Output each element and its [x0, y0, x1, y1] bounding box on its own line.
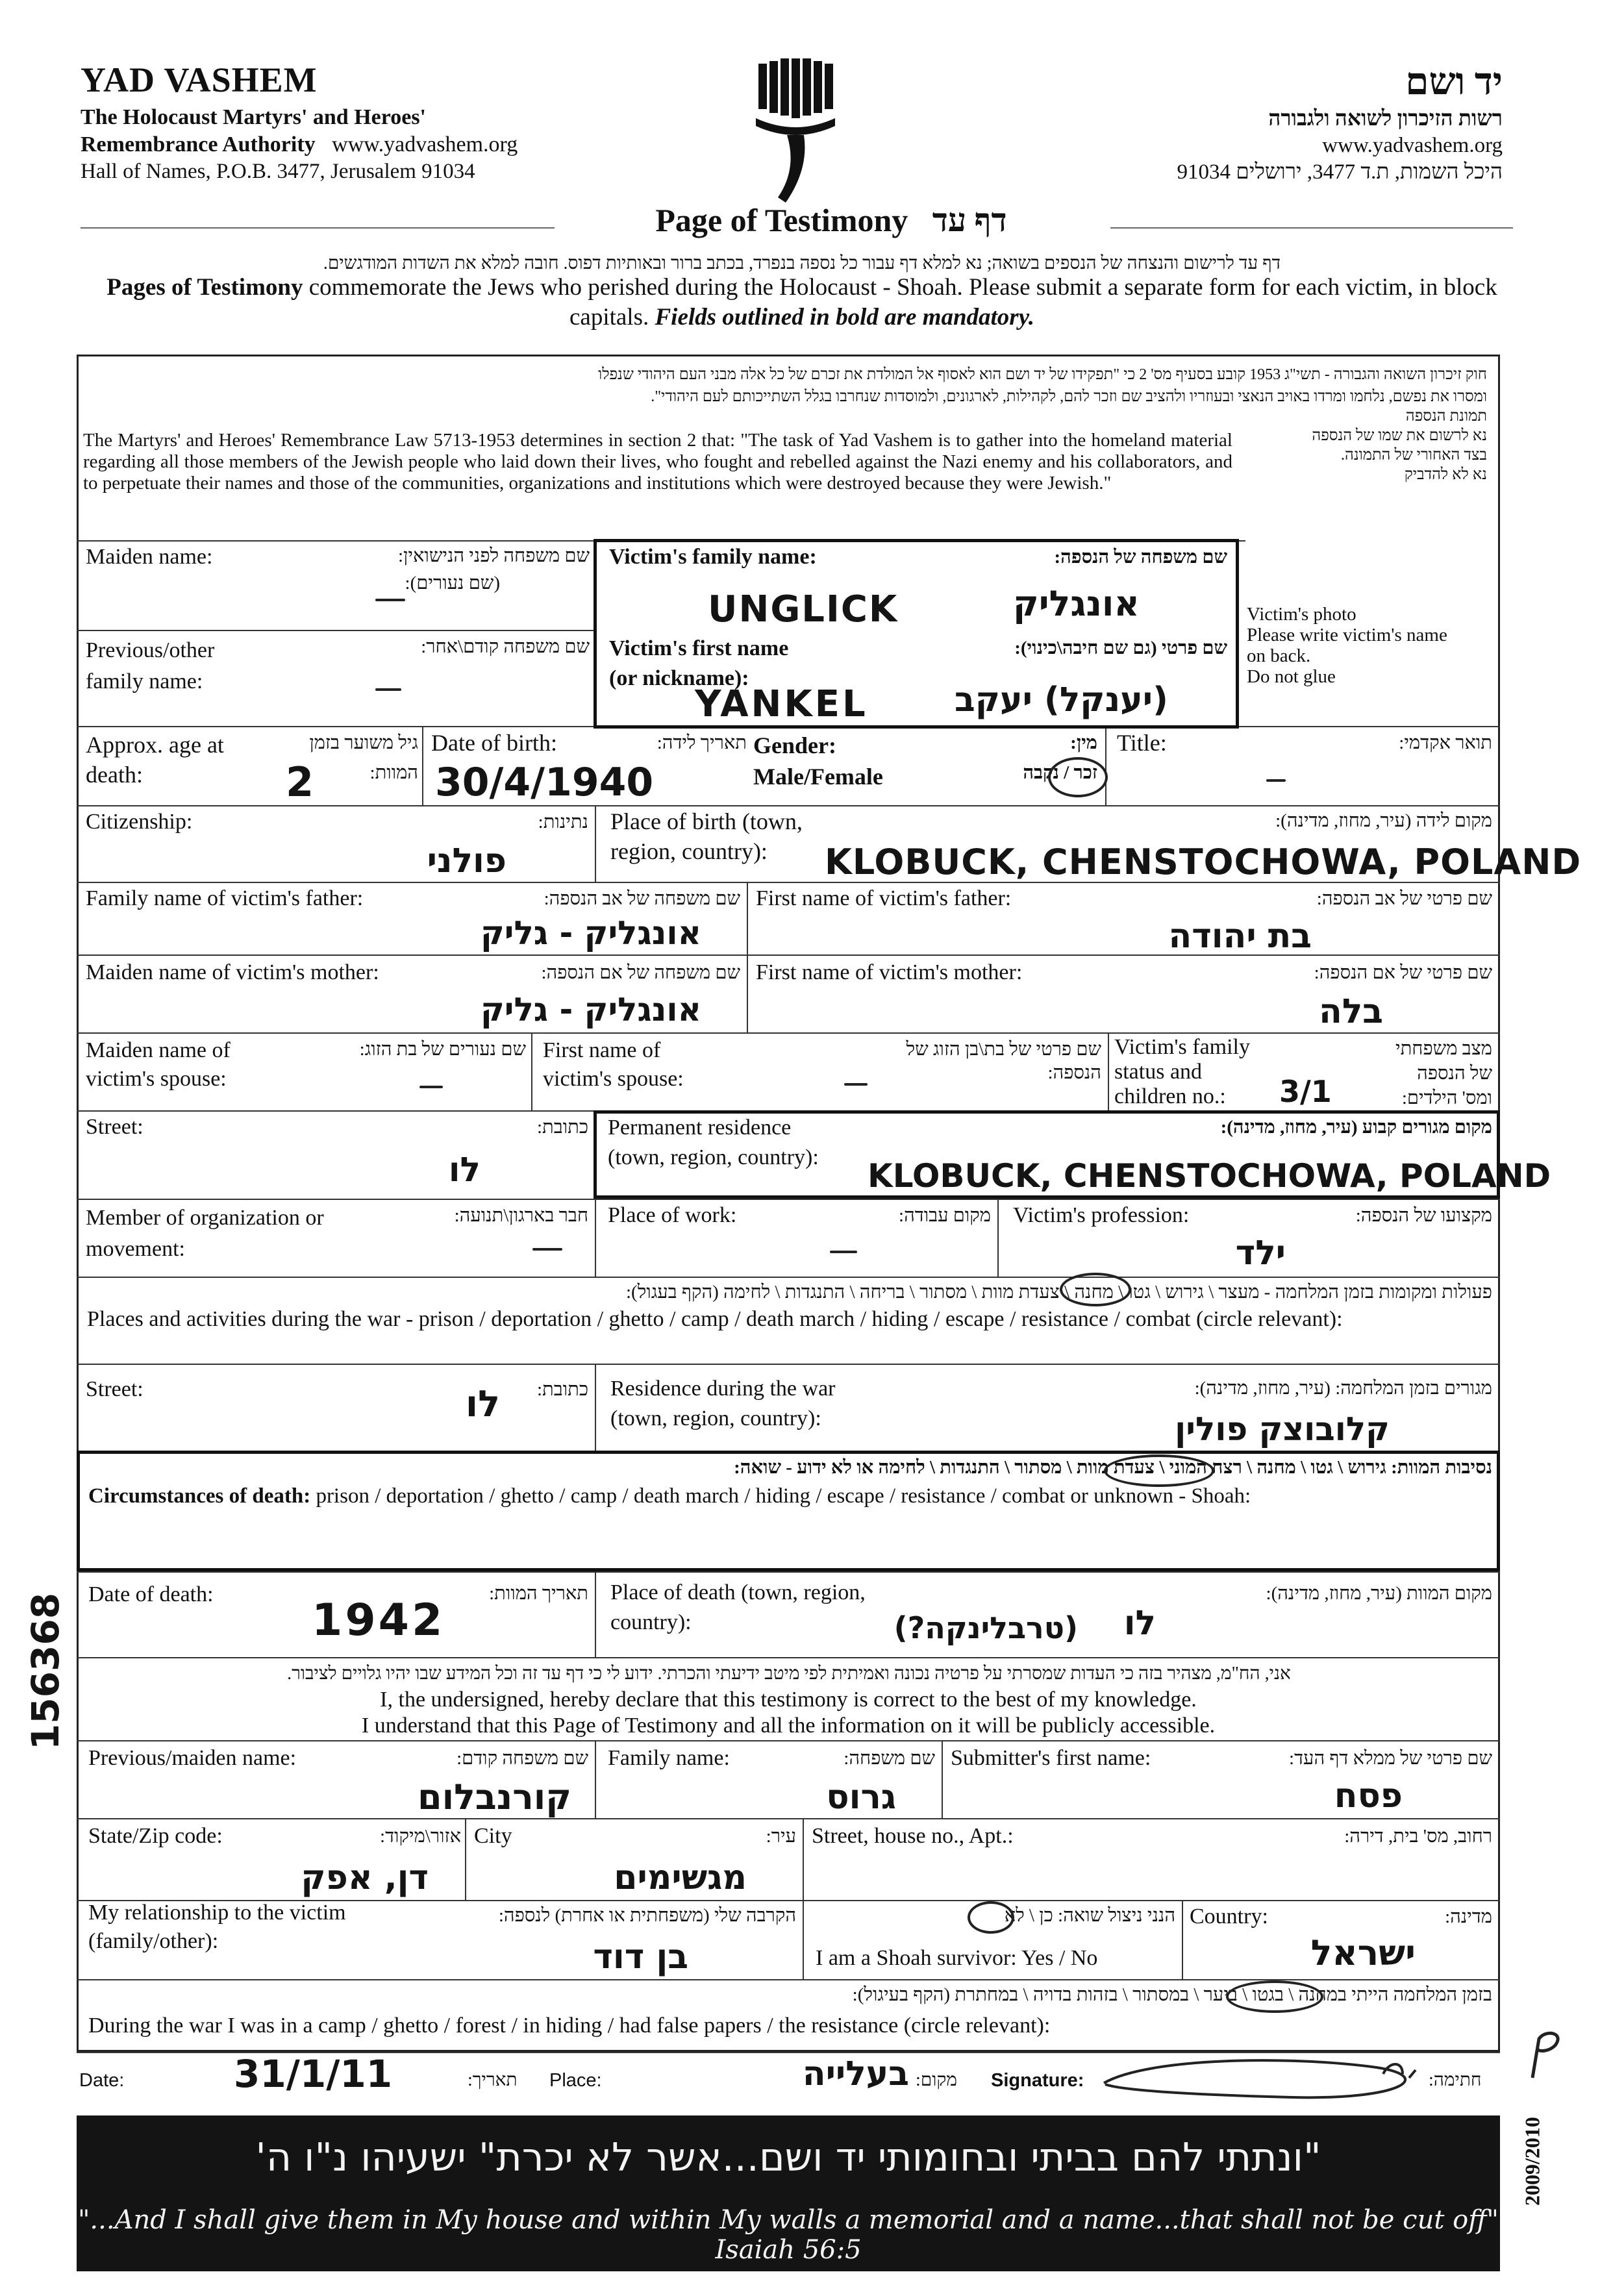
- submitter-family-name-label-he: שם משפחה:: [844, 1748, 935, 1769]
- date-of-death-label-he: תאריך המוות:: [489, 1583, 588, 1604]
- place-of-birth-label-2: region, country):: [610, 838, 768, 864]
- grid-line: [1108, 1032, 1109, 1110]
- war-street-label-he: כתובת:: [537, 1379, 588, 1400]
- member-organization-label-2: movement:: [86, 1237, 185, 1261]
- submitter-previous-name-label-he: שם משפחה קודם:: [456, 1748, 588, 1769]
- side-reference-number-text: 156368: [23, 1592, 68, 1751]
- victim-first-name-value-he[interactable]: (יענקל) יעקב: [955, 680, 1168, 719]
- circumstances-label-rest: prison / deportation / ghetto / camp / death march / hiding / escape / resistance / combat or unknown - Shoah:: [310, 1484, 1251, 1508]
- street-label-he: כתובת:: [537, 1117, 588, 1138]
- permanent-residence-label-he: מקום מגורים קבוע (עיר, מחוז, מדינה):: [1220, 1117, 1492, 1138]
- family-status-label-he-3: ומס' הילדים:: [1401, 1088, 1492, 1108]
- grid-line: [1182, 1900, 1183, 1979]
- gender-label-1: Gender:: [753, 732, 836, 758]
- circumstances-label: [88, 1483, 1491, 1509]
- submitter-first-name-label-he: שם פרטי של ממלא דף העד:: [1289, 1748, 1492, 1769]
- activity-deportation-circle[interactable]: [1060, 1273, 1131, 1306]
- title-label: Title:: [1117, 730, 1167, 756]
- mother-maiden-name-label-he: שם משפחה של אם הנספה:: [541, 962, 740, 983]
- street-label: Street:: [86, 1115, 144, 1139]
- relationship-label-2: (family/other):: [88, 1929, 219, 1953]
- citizenship-label: Citizenship:: [86, 810, 193, 834]
- age-at-death-label: [86, 730, 224, 790]
- zip-code-label-he: אזור\מיקוד:: [380, 1826, 461, 1847]
- place-label-he: מקום:: [916, 2070, 957, 2090]
- place-of-death-value-1[interactable]: לו: [1123, 1604, 1156, 1643]
- submitter-previous-name-value[interactable]: קורנבלום: [417, 1777, 571, 1817]
- father-family-name-label: Family name of victim's father:: [86, 886, 364, 910]
- banner-quote-he: "ונתתי להם בביתי ובחומותי יד ושם...אשר לא יכרת" ישעיהו נ"ו ה': [255, 2135, 1321, 2180]
- country-label-he: מדינה:: [1445, 1906, 1492, 1927]
- grid-line: [465, 1818, 466, 1900]
- yad-vashem-logo: [747, 58, 844, 208]
- photo-en-2: Please write victim's name: [1247, 625, 1447, 645]
- place-of-death-label: [610, 1578, 866, 1638]
- grid-line: [422, 726, 423, 805]
- grid-line: [747, 882, 748, 1032]
- war-residence-label: [610, 1374, 836, 1434]
- org-name-he: יד ושם: [1405, 60, 1503, 103]
- address-label-he: רחוב, מס' בית, דירה:: [1344, 1826, 1492, 1847]
- member-organization-label-he: חבר בארגון\תנועה:: [454, 1205, 588, 1226]
- age-at-death-label-he-1: גיל משוער בזמן: [309, 732, 418, 753]
- grid-line: [531, 1032, 532, 1110]
- place-of-work-label: Place of work:: [608, 1203, 737, 1227]
- grid-line: [77, 1571, 1500, 1573]
- header-left: [81, 60, 665, 184]
- relationship-value[interactable]: בן דוד: [593, 1938, 688, 1977]
- age-at-death-value[interactable]: 2: [286, 758, 314, 806]
- photo-en-3: on back.: [1247, 645, 1311, 666]
- previous-family-name-empty-dash[interactable]: [375, 688, 401, 691]
- spouse-first-name-label-he: [818, 1038, 1101, 1084]
- spouse-maiden-name-empty-dash[interactable]: [419, 1086, 443, 1088]
- spouse-maiden-name-label: [86, 1036, 231, 1093]
- place-of-death-label-1: Place of death (town, region,: [610, 1580, 866, 1604]
- gender-label-he-2: זכר / נקבה: [1023, 762, 1097, 783]
- submitter-first-name-label: Submitter's first name:: [951, 1746, 1151, 1770]
- citizenship-label-he: נתינות:: [538, 812, 588, 832]
- maiden-name-label-he: שם משפחה לפני הנישואין:: [397, 545, 590, 566]
- zip-code-value[interactable]: דן, אפק: [301, 1858, 429, 1897]
- during-war-camp-circle[interactable]: [1226, 1980, 1323, 2013]
- date-label: Date:: [79, 2070, 125, 2091]
- spouse-maiden-name-label-2: victim's spouse:: [86, 1067, 227, 1091]
- title-rule-right: [1110, 227, 1513, 229]
- quote-banner: [77, 2115, 1500, 2271]
- war-residence-value[interactable]: קלובוצק פולין: [1175, 1410, 1390, 1448]
- maiden-name-empty-dash[interactable]: [375, 599, 405, 601]
- survivor-yes-circle[interactable]: [968, 1901, 1014, 1934]
- org-authority-line: [81, 132, 665, 157]
- permanent-residence-label-2: (town, region, country):: [608, 1145, 819, 1169]
- previous-family-name-label: [86, 635, 214, 697]
- place-of-work-label-he: מקום עבודה:: [899, 1205, 991, 1226]
- member-organization-empty-dash[interactable]: [532, 1248, 562, 1251]
- family-status-label-he-1: מצב משפחתי: [1395, 1038, 1492, 1059]
- city-label: City: [474, 1824, 512, 1848]
- spouse-first-name-label-2: victim's spouse:: [543, 1067, 684, 1091]
- relationship-label: [88, 1899, 346, 1956]
- spouse-first-name-label-he-2: הנספה:: [1047, 1062, 1101, 1083]
- grid-line: [77, 1979, 1500, 1980]
- page-title: [571, 201, 1091, 239]
- place-of-birth-label-1: Place of birth (town,: [610, 808, 803, 834]
- law-text-en: The Martyrs' and Heroes' Remembrance Law 5713-1953 determines in section 2 that: "The task of Yad Vashem is to gather into the homeland material regarding all those members of the Jewish people who laid down their lives, who fought and rebelled against the Nazi enemy and his collaborators, and to perpetuate their names and those of the communities, organizations and institutions which were destroyed because they were Jewish.": [83, 430, 1232, 493]
- member-organization-label: [86, 1203, 324, 1265]
- war-residence-label-2: (town, region, country):: [610, 1406, 821, 1430]
- place-of-birth-value[interactable]: KLOBUCK, CHENSTOCHOWA, POLAND: [825, 842, 1582, 882]
- intro-mandatory-note: Fields outlined in bold are mandatory.: [655, 304, 1035, 331]
- previous-family-name-label-2: family name:: [86, 669, 203, 693]
- side-reference-number: [13, 1584, 71, 1753]
- gender-label-he-1: מין:: [1070, 732, 1097, 753]
- during-war-label: During the war I was in a camp / ghetto / forest / in hiding / had false papers / the resistance (circle relevant):: [88, 2014, 1051, 2038]
- signature-label: Signature:: [991, 2070, 1084, 2091]
- intro-hebrew: דף עד לרישום והנצחה של הנספים בשואה; נא למלא דף עבור כל נספה בנפרד, בכתב ברור ובאותיות דפוס. חובה למלא את השדות המודגשים.: [323, 253, 1281, 273]
- photo-he-4: נא לא להדביק: [1404, 466, 1487, 483]
- grid-line: [595, 1740, 596, 1818]
- page-title-he: דף עד: [932, 202, 1007, 238]
- grid-line: [77, 1277, 1500, 1278]
- activities-label-he: פעולות ומקומות בזמן המלחמה - מעצר \ גירוש \ גטו \ מחנה \ צעדת מוות \ מסתור \ בריחה \ התנגדות \ לחימה (הקף בעגול):: [626, 1282, 1492, 1303]
- photo-en-1: Victim's photo: [1247, 604, 1356, 625]
- war-residence-label-he: מגורים בזמן המלחמה: (עיר, מחוז, מדינה):: [1194, 1378, 1492, 1399]
- address-en: Hall of Names, P.O.B. 3477, Jerusalem 91034: [81, 160, 475, 183]
- submitter-family-name-value[interactable]: גרוס: [826, 1778, 896, 1817]
- gender-label: [753, 730, 883, 792]
- spouse-maiden-name-label-1: Maiden name of: [86, 1038, 231, 1062]
- photo-en-4: Do not glue: [1247, 666, 1336, 687]
- org-name-en: YAD VASHEM: [81, 60, 318, 99]
- place-of-birth-label: [610, 806, 803, 866]
- mother-maiden-name-value[interactable]: אונגליק - גליק: [480, 991, 701, 1029]
- war-street-label: Street:: [86, 1377, 144, 1401]
- age-at-death-label-he-2: המוות:: [369, 762, 418, 783]
- submitter-family-name-label: Family name:: [608, 1746, 730, 1770]
- place-label: Place:: [549, 2070, 602, 2091]
- circumstance-mass-murder-circle[interactable]: [1104, 1454, 1214, 1487]
- photo-he-1: תמונת הנספה: [1405, 408, 1487, 425]
- grid-line: [595, 805, 596, 882]
- declaration-en: [77, 1687, 1500, 1739]
- war-street-value[interactable]: לו: [465, 1383, 500, 1425]
- family-status-value[interactable]: 3/1: [1279, 1074, 1332, 1109]
- date-label-he: תאריך:: [468, 2070, 518, 2090]
- during-war-label-he: בזמן המלחמה הייתי במחנה \ בגטו \ ביער \ במסתור \ בזהות בדויה \ במחתרת (הקף בעיגול):: [852, 1984, 1492, 2005]
- permanent-residence-value[interactable]: KLOBUCK, CHENSTOCHOWA, POLAND: [868, 1157, 1551, 1195]
- age-at-death-label-he: [260, 731, 418, 784]
- title-rule-left: [81, 227, 555, 229]
- grid-line: [595, 1364, 596, 1452]
- street-value[interactable]: לו: [448, 1151, 481, 1190]
- city-label-he: עיר:: [766, 1826, 796, 1847]
- family-status-label-1: Victim's family: [1114, 1035, 1250, 1059]
- spouse-maiden-name-label-he: שם נעורים של בת הזוג:: [359, 1039, 526, 1060]
- father-family-name-label-he: שם משפחה של אב הנספה:: [544, 888, 740, 909]
- place-of-death-label-he: מקום המוות (עיר, מחוז, מדינה):: [1266, 1583, 1492, 1604]
- country-value[interactable]: ישראל: [1310, 1932, 1416, 1973]
- grid-line: [77, 1199, 1500, 1200]
- activities-label: Places and activities during the war - prison / deportation / ghetto / camp / death march / hiding / escape / resistance / combat (circle relevant):: [87, 1307, 1343, 1331]
- father-first-name-label-he: שם פרטי של אב הנספה:: [1316, 888, 1492, 909]
- website-link-en[interactable]: www.yadvashem.org: [332, 132, 518, 156]
- grid-line: [1105, 726, 1106, 805]
- victim-family-name-value-he[interactable]: אונגליק: [1013, 583, 1140, 624]
- signature-label-he: חתימה:: [1429, 2070, 1482, 2090]
- intro-english: [84, 273, 1519, 332]
- submitter-previous-name-label: Previous/maiden name:: [88, 1746, 297, 1770]
- spouse-first-name-label-he-1: שם פרטי של בת\בן הזוג של: [906, 1039, 1101, 1060]
- side-year: [1513, 2078, 1552, 2247]
- age-at-death-label-2: death:: [86, 762, 143, 788]
- place-of-death-label-2: country):: [610, 1610, 692, 1634]
- grid-line: [942, 1740, 943, 1818]
- age-at-death-label-1: Approx. age at: [86, 732, 224, 758]
- victim-first-name-value[interactable]: YANKEL: [695, 683, 868, 725]
- grid-line: [77, 1032, 1500, 1034]
- place-of-birth-label-he: מקום לידה (עיר, מחוז, מדינה):: [1275, 810, 1492, 831]
- mother-first-name-label-he: שם פרטי של אם הנספה:: [1314, 962, 1492, 983]
- maiden-name-label-he2: (שם נעורים):: [405, 573, 500, 593]
- intro-bold: Pages of Testimony: [106, 274, 303, 301]
- place-of-death-value-2[interactable]: (טרבלינקה?): [894, 1610, 1078, 1645]
- org-subtitle-he: רשות הזיכרון לשואה ולגבורה: [1268, 107, 1503, 131]
- circumstances-label-bold: Circumstances of death:: [88, 1484, 311, 1508]
- website-link-he[interactable]: www.yadvashem.org: [1322, 134, 1503, 157]
- citizenship-value[interactable]: פולני: [427, 842, 506, 880]
- grid-line: [803, 1818, 804, 1900]
- survivor-label: I am a Shoah survivor: Yes / No: [816, 1946, 1098, 1970]
- org-authority-en: Remembrance Authority: [81, 132, 316, 156]
- date-of-birth-label: Date of birth:: [431, 730, 557, 756]
- org-subtitle-en: The Holocaust Martyrs' and Heroes': [81, 105, 426, 129]
- grid-line: [77, 1818, 1500, 1819]
- title-empty-dash[interactable]: [1266, 779, 1286, 782]
- previous-family-name-label-1: Previous/other: [86, 638, 215, 662]
- title-label-he: תואר אקדמי:: [1399, 732, 1492, 753]
- place-of-work-empty-dash[interactable]: [830, 1251, 857, 1253]
- city-value[interactable]: מגשימים: [614, 1858, 747, 1897]
- permanent-residence-label-1: Permanent residence: [608, 1116, 792, 1140]
- submitter-first-name-value[interactable]: פסח: [1334, 1777, 1403, 1816]
- side-year-text: 2009/2010: [1520, 2117, 1544, 2206]
- family-status-label-2: status and: [1114, 1060, 1203, 1084]
- grid-line: [77, 630, 596, 631]
- victim-first-name-label-1: Victim's first name: [609, 636, 789, 660]
- photo-instructions-he: [1234, 406, 1487, 484]
- banner-quote-en: "...And I shall give them in My house and within My walls a memorial and a name...that shall not be cut off" Isaiah 56:5: [78, 2205, 1499, 2265]
- grid-line: [77, 1364, 1500, 1365]
- member-organization-label-1: Member of organization or: [86, 1206, 324, 1230]
- date-value[interactable]: 31/1/11: [234, 2052, 393, 2096]
- place-value[interactable]: בעלייה: [802, 2054, 909, 2093]
- date-of-birth-label-he: תאריך לידה:: [656, 732, 747, 753]
- family-status-label-3: children no.:: [1114, 1084, 1226, 1108]
- father-first-name-value[interactable]: בת יהודה: [1168, 917, 1312, 956]
- declaration-en-1: I, the undersigned, hereby declare that this testimony is correct to the best of my knowledge.: [380, 1688, 1197, 1712]
- zip-code-label: State/Zip code:: [88, 1824, 223, 1848]
- page-title-en: Page of Testimony: [655, 202, 908, 238]
- mother-first-name-value[interactable]: בלה: [1319, 992, 1383, 1031]
- family-status-label: [1114, 1035, 1250, 1109]
- grid-line: [77, 1657, 1500, 1658]
- header-right: [1009, 60, 1503, 184]
- spouse-first-name-empty-dash[interactable]: [844, 1083, 868, 1086]
- spouse-first-name-label-1: First name of: [543, 1038, 661, 1062]
- declaration-en-2: I understand that this Page of Testimony and all the information on it will be publicly accessible.: [361, 1714, 1216, 1738]
- relationship-label-1: My relationship to the victim: [88, 1901, 346, 1925]
- date-of-death-value[interactable]: 1942: [312, 1595, 445, 1646]
- intro-text: commemorate the Jews who perished during the Holocaust - Shoah. Please submit a separate form for each victim, in block capitals.: [303, 274, 1497, 331]
- victim-family-name-value[interactable]: UNGLICK: [708, 588, 899, 630]
- victim-first-name-label-he: שם פרטי (גם שם חיבה\כינוי):: [1014, 638, 1227, 658]
- profession-label-he: מקצועו של הנספה:: [1355, 1205, 1492, 1226]
- grid-line: [77, 1740, 1500, 1741]
- mother-maiden-name-label: Maiden name of victim's mother:: [86, 960, 379, 984]
- profession-value[interactable]: ילד: [1235, 1234, 1286, 1273]
- war-residence-label-1: Residence during the war: [610, 1377, 836, 1401]
- grid-line: [997, 1199, 999, 1277]
- grid-line: [595, 1571, 596, 1657]
- permanent-residence-label: [608, 1113, 819, 1173]
- address-he: היכל השמות, ת.ד 3477, ירושלים 91034: [1177, 160, 1503, 184]
- victim-family-name-label-he: שם משפחה של הנספה:: [1054, 547, 1227, 568]
- circumstances-label-he: נסיבות המוות: גירוש \ גטו \ מחנה \ רצח המוני \ צעדת מוות \ מסתור \ התנגדות \ לחימה או לא ידוע - שואה:: [734, 1457, 1492, 1478]
- grid-line: [803, 1900, 804, 1979]
- survivor-label-he: הנני ניצול שואה: כן \ לא: [1004, 1905, 1175, 1926]
- father-family-name-value[interactable]: אונגליק - גליק: [480, 914, 701, 952]
- country-label: Country:: [1190, 1904, 1268, 1928]
- gender-label-2: Male/Female: [753, 764, 883, 790]
- photo-instructions-en: [1247, 604, 1500, 687]
- victim-family-name-label: Victim's family name:: [609, 545, 817, 569]
- mother-first-name-label: First name of victim's mother:: [756, 960, 1023, 984]
- relationship-label-he: הקרבה שלי (משפחתית או אחרת) לנספה:: [498, 1905, 796, 1926]
- photo-he-2: נא לרשום את שמו של הנספה: [1312, 427, 1487, 444]
- previous-family-name-label-he: שם משפחה קודם\אחר:: [421, 636, 590, 657]
- maiden-name-label: Maiden name:: [86, 545, 213, 569]
- corner-mark: [1519, 2026, 1571, 2084]
- photo-he-3: בצד האחורי של התמונה.: [1341, 447, 1487, 464]
- law-text-he-1: חוק זיכרון השואה והגבורה - תשי"ג 1953 קובע בסעיף מס' 2 כי "תפקידו של יד ושם הוא לאסוף אל המולדת את זכרם של כל אלה מבני העם היהודי שנפלו: [598, 366, 1487, 383]
- address-label: Street, house no., Apt.:: [812, 1824, 1014, 1848]
- gender-male-circle[interactable]: [1048, 757, 1108, 797]
- family-status-label-he: [1351, 1036, 1492, 1110]
- date-of-birth-value[interactable]: 30/4/1940: [435, 760, 654, 805]
- date-of-death-label: Date of death:: [88, 1582, 214, 1606]
- declaration-he: אני, הח"מ, מצהיר בזה כי העדות שמסרתי על פרטיה נכונה ואמיתית לפי מיטב ידיעתי והכרתי. ידוע לי כי דף עד זה וכל המידע שבו יהיו גלויים לציבור.: [287, 1664, 1291, 1684]
- victim-first-name-label-2: (or nickname):: [609, 666, 749, 690]
- signature-scribble[interactable]: [1097, 2054, 1461, 2106]
- profession-label: Victim's profession:: [1013, 1203, 1190, 1227]
- law-text-he-2: ומסרו את נפשם, נלחמו ומרדו באויב הנאצי ובעוזריו ולהציב שם וזכר להם, לקהילות, לארגונים, ולמוסדות שנחרבו בגלל השתייכותם לעם היהודי".: [651, 388, 1487, 405]
- spouse-first-name-label: [543, 1036, 684, 1093]
- father-first-name-label: First name of victim's father:: [756, 886, 1012, 910]
- family-status-label-he-2: של הנספה: [1417, 1063, 1492, 1084]
